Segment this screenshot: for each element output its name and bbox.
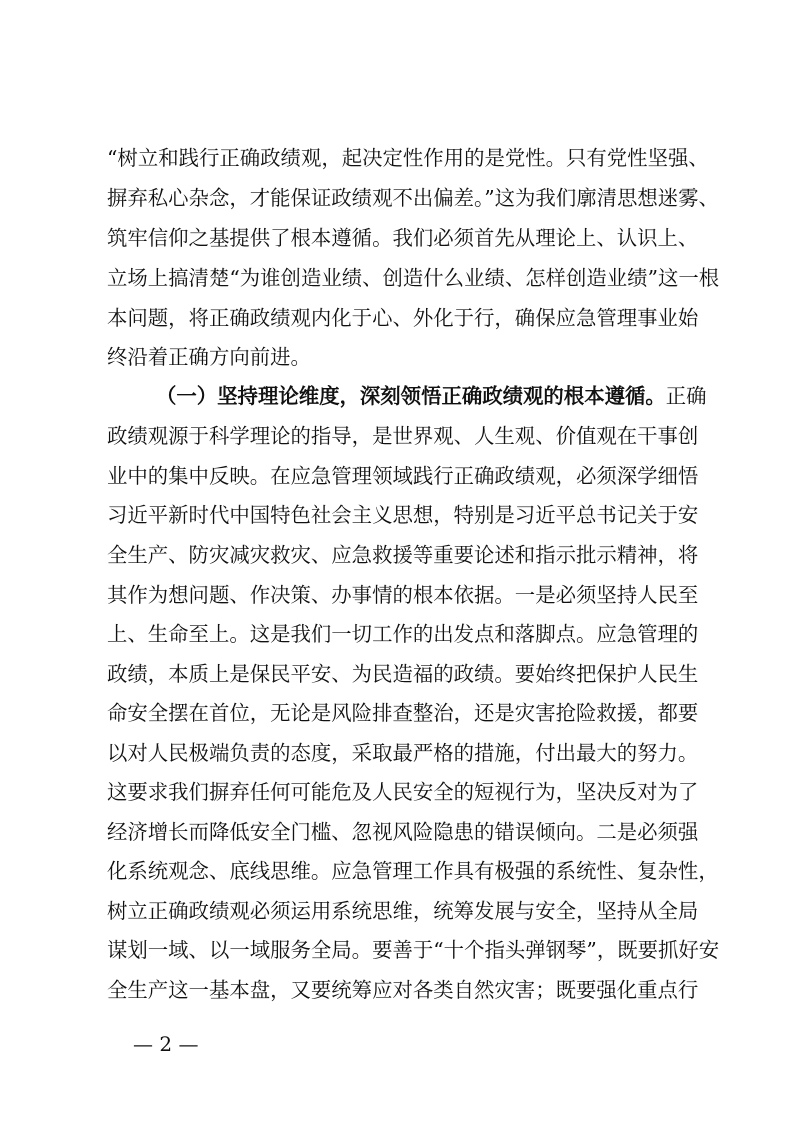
text-line: 全生产、防灾减灾救灾、应急救援等重要论述和指示批示精神，将: [107, 543, 699, 567]
section-heading: （一）坚持理论维度，深刻领悟正确政绩观的根本遵循。: [156, 384, 666, 408]
text-line: 本问题，将正确政绩观内化于心、外化于行，确保应急管理事业始: [107, 306, 699, 330]
text-line: 经济增长而降低安全门槛、忽视风险隐患的错误倾向。二是必须强: [107, 820, 699, 844]
text-line: 摒弃私心杂念，才能保证政绩观不出偏差。”这为我们廓清思想迷雾、: [107, 186, 719, 210]
text-line: 政绩观源于科学理论的指导，是世界观、人生观、价值观在干事创: [107, 424, 699, 448]
section-first-line: [156, 378, 707, 414]
text-line: 化系统观念、底线思维。应急管理工作具有极强的系统性、复杂性，: [107, 859, 719, 883]
section-first-line-rest: 正确: [665, 384, 707, 408]
text-line: 业中的集中反映。在应急管理领域践行正确政绩观，必须深学细悟: [107, 464, 699, 488]
text-line: “树立和践行正确政绩观，起决定性作用的是党性。只有党性坚强、: [107, 146, 709, 170]
text-line: 谋划一域、以一域服务全局。要善于“十个指头弹钢琴”，既要抓好安: [107, 938, 720, 962]
text-line: 这要求我们摒弃任何可能危及人民安全的短视行为，坚决反对为了: [107, 780, 699, 804]
text-line: 树立正确政绩观必须运用系统思维，统筹发展与安全，坚持从全局: [107, 899, 699, 923]
text-line: 筑牢信仰之基提供了根本遵循。我们必须首先从理论上、认识上、: [107, 226, 699, 250]
text-line: 其作为想问题、作决策、办事情的根本依据。一是必须坚持人民至: [107, 583, 699, 607]
page-number: — 2 —: [133, 1032, 199, 1056]
text-line: 终沿着正确方向前进。: [107, 345, 311, 369]
text-line: 全生产这一基本盘，又要统筹应对各类自然灾害；既要强化重点行: [107, 978, 699, 1002]
text-line: 习近平新时代中国特色社会主义思想，特别是习近平总书记关于安: [107, 503, 699, 527]
text-line: 上、生命至上。这是我们一切工作的出发点和落脚点。应急管理的: [107, 622, 699, 646]
text-line: 政绩，本质上是保民平安、为民造福的政绩。要始终把保护人民生: [107, 662, 699, 686]
text-line: 命安全摆在首位，无论是风险排查整治，还是灾害抢险救援，都要: [107, 701, 699, 725]
text-line: 以对人民极端负责的态度，采取最严格的措施，付出最大的努力。: [107, 741, 699, 765]
text-line: 立场上搞清楚“为谁创造业绩、创造什么业绩、怎样创造业绩”这一根: [107, 266, 720, 290]
